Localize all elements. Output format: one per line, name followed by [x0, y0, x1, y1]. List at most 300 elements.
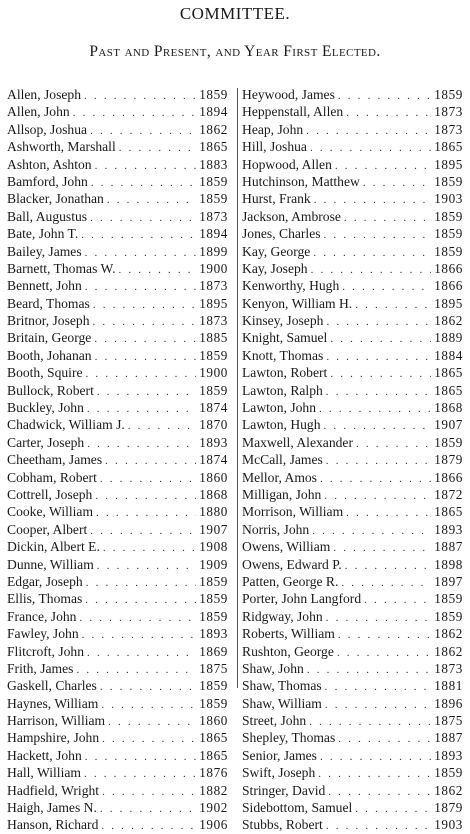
committee-entry	[7, 190, 228, 207]
year-elected: 1859	[434, 226, 463, 242]
member-name: Flitcroft, John	[7, 643, 85, 659]
year-elected: 1895	[199, 295, 228, 311]
member-name: Heywood, James	[242, 87, 335, 102]
committee-entry	[242, 729, 463, 746]
committee-entry	[7, 312, 228, 329]
dot-leader	[82, 627, 197, 642]
dot-leader	[356, 436, 431, 451]
dot-leader	[338, 731, 431, 746]
committee-entry	[242, 434, 463, 451]
committee-entry	[7, 590, 228, 607]
year-elected: 1899	[199, 243, 228, 259]
committee-entry	[242, 295, 463, 312]
committee-entry	[242, 277, 463, 294]
committee-entry	[7, 782, 228, 799]
member-name: Morrison, William	[242, 504, 344, 520]
committee-entry	[7, 173, 228, 190]
member-name: Ashton, Ashton	[7, 156, 92, 172]
year-elected: 1875	[199, 660, 228, 676]
dot-leader	[310, 140, 431, 155]
committee-entry	[7, 712, 228, 729]
committee-entry	[242, 243, 463, 260]
dot-leader	[363, 175, 431, 190]
dot-leader	[346, 105, 431, 120]
dot-leader	[107, 192, 196, 207]
committee-entry	[7, 329, 228, 346]
member-name: Britain, George	[7, 330, 92, 346]
year-elected: 1908	[199, 539, 228, 555]
year-elected: 1906	[199, 817, 228, 833]
dot-leader	[364, 592, 431, 607]
member-name: Buckley, John	[7, 400, 84, 416]
member-name: Bate, John T.	[7, 226, 79, 242]
year-elected: 1874	[199, 452, 228, 468]
year-elected: 1873	[434, 121, 463, 137]
member-name: Lawton, John	[242, 400, 317, 416]
member-name: Cooper, Albert	[7, 521, 88, 537]
dot-leader	[101, 818, 196, 833]
year-elected: 1874	[199, 400, 228, 416]
year-elected: 1883	[199, 156, 228, 172]
dot-leader	[100, 471, 196, 486]
member-name: Lawton, Robert	[242, 365, 328, 381]
member-name: Shaw, Thomas	[242, 678, 322, 694]
year-elected: 1894	[199, 226, 228, 242]
committee-entry	[242, 399, 463, 416]
dot-leader	[318, 766, 431, 781]
committee-entry	[7, 643, 228, 660]
member-name: Norris, John	[242, 521, 310, 537]
year-elected: 1869	[199, 643, 228, 659]
dot-leader	[128, 418, 196, 433]
year-elected: 1889	[434, 330, 463, 346]
committee-entry	[7, 503, 228, 520]
year-elected: 1902	[199, 800, 228, 816]
committee-entry	[7, 121, 228, 138]
page-subtitle: Past and Present, and Year First Elected.	[89, 43, 381, 60]
year-elected: 1893	[434, 521, 463, 537]
dot-leader	[90, 210, 196, 225]
committee-entry	[7, 677, 228, 694]
member-name: Bennett, John	[7, 278, 82, 294]
dot-leader	[326, 349, 431, 364]
committee-entry	[242, 416, 463, 433]
dot-leader	[95, 488, 196, 503]
dot-leader	[79, 610, 196, 625]
dot-leader	[326, 314, 431, 329]
dot-leader	[87, 645, 196, 660]
dot-leader	[90, 523, 196, 538]
member-name: Stubbs, Robert	[242, 817, 323, 833]
member-name: Shaw, John	[242, 660, 304, 676]
year-elected: 1862	[199, 121, 228, 137]
year-elected: 1860	[199, 469, 228, 485]
committee-entry	[7, 816, 228, 833]
committee-entry	[242, 138, 463, 155]
member-name: Barnett, Thomas W.	[7, 260, 116, 276]
member-name: Britnor, Joseph	[7, 313, 90, 329]
committee-entry	[7, 138, 228, 155]
dot-leader	[341, 575, 431, 590]
year-elected: 1887	[434, 539, 463, 555]
dot-leader	[81, 227, 196, 242]
member-name: France, John	[7, 608, 77, 624]
year-elected: 1880	[199, 504, 228, 520]
committee-entry	[242, 816, 463, 833]
member-name: Bailey, James	[7, 243, 82, 259]
dot-leader	[355, 297, 431, 312]
member-name: Porter, John Langford	[242, 591, 362, 607]
committee-entry	[242, 364, 463, 381]
year-elected: 1865	[199, 139, 228, 155]
dot-leader	[103, 540, 196, 555]
member-name: Hall, William	[7, 765, 81, 781]
year-elected: 1870	[199, 417, 228, 433]
year-elected: 1882	[199, 782, 228, 798]
year-elected: 1859	[434, 173, 463, 189]
year-elected: 1872	[434, 486, 463, 502]
year-elected: 1873	[434, 660, 463, 676]
left-column	[7, 86, 235, 833]
year-elected: 1895	[434, 156, 463, 172]
committee-entry	[242, 695, 463, 712]
committee-entry	[7, 660, 228, 677]
member-name: Jones, Charles	[242, 226, 321, 242]
dot-leader	[307, 662, 431, 677]
year-elected: 1859	[199, 87, 228, 102]
dot-leader	[306, 123, 431, 138]
dot-leader	[95, 158, 197, 173]
member-name: Kinsey, Joseph	[242, 313, 324, 329]
dot-leader	[326, 453, 431, 468]
year-elected: 1859	[434, 608, 463, 624]
member-name: Allen, John	[7, 104, 70, 120]
member-name: Milligan, John	[242, 486, 322, 502]
year-elected: 1893	[199, 434, 228, 450]
member-name: Hutchinson, Matthew	[242, 173, 360, 189]
dot-leader	[312, 523, 431, 538]
member-name: Street, John	[242, 713, 307, 729]
dot-leader	[355, 801, 431, 816]
member-name: Hadfield, Wright	[7, 782, 100, 798]
dot-leader	[102, 731, 196, 746]
member-name: Roberts, William	[242, 626, 335, 642]
dot-leader	[324, 227, 432, 242]
dot-leader	[328, 784, 431, 799]
year-elected: 1879	[434, 800, 463, 816]
committee-entry	[242, 208, 463, 225]
committee-entry	[242, 86, 463, 103]
committee-entry	[7, 747, 228, 764]
member-name: Maxwell, Alexander	[242, 434, 353, 450]
committee-entry	[7, 451, 228, 468]
dot-leader	[320, 471, 431, 486]
dot-leader	[338, 627, 431, 642]
member-name: Edgar, Joseph	[7, 573, 83, 589]
member-name: Booth, Squire	[7, 365, 83, 381]
dot-leader	[100, 679, 196, 694]
committee-entry	[242, 590, 463, 607]
year-elected: 1859	[199, 608, 228, 624]
committee-entry	[242, 521, 463, 538]
committee-entry	[7, 469, 228, 486]
committee-entry	[242, 556, 463, 573]
year-elected: 1897	[434, 573, 463, 589]
dot-leader	[344, 210, 431, 225]
dot-leader	[90, 123, 196, 138]
committee-entry	[7, 364, 228, 381]
committee-entry	[242, 573, 463, 590]
committee-entry	[7, 695, 228, 712]
committee-list	[7, 86, 463, 833]
dot-leader	[97, 384, 196, 399]
year-elected: 1859	[199, 573, 228, 589]
committee-entry	[242, 469, 463, 486]
member-name: Patten, George R.	[242, 573, 339, 589]
year-elected: 1859	[199, 678, 228, 694]
committee-entry	[7, 434, 228, 451]
member-name: Stringer, David	[242, 782, 326, 798]
year-elected: 1865	[434, 365, 463, 381]
member-name: Hampshire, John	[7, 730, 100, 746]
member-name: Heppenstall, Allen	[242, 104, 344, 120]
dot-leader	[85, 245, 197, 260]
member-name: Gaskell, Charles	[7, 678, 97, 694]
dot-leader	[345, 558, 432, 573]
committee-entry	[7, 295, 228, 312]
committee-entry	[242, 190, 463, 207]
year-elected: 1859	[434, 243, 463, 259]
committee-entry	[7, 729, 228, 746]
dot-leader	[330, 366, 431, 381]
dot-leader	[324, 418, 432, 433]
member-name: Shepley, Thomas	[242, 730, 336, 746]
dot-leader	[108, 714, 196, 729]
member-name: Bullock, Robert	[7, 382, 94, 398]
committee-entry	[242, 538, 463, 555]
year-elected: 1862	[434, 626, 463, 642]
committee-entry	[7, 260, 228, 277]
committee-entry	[242, 225, 463, 242]
member-name: Kay, Joseph	[242, 260, 308, 276]
member-name: Ball, Augustus	[7, 208, 88, 224]
committee-entry	[7, 382, 228, 399]
committee-entry	[7, 225, 228, 242]
committee-entry	[242, 747, 463, 764]
committee-entry	[7, 486, 228, 503]
dot-leader	[105, 453, 196, 468]
year-elected: 1873	[434, 104, 463, 120]
dot-leader	[85, 279, 196, 294]
member-name: Hackett, John	[7, 747, 82, 763]
year-elected: 1859	[199, 695, 228, 711]
member-name: Owens, William	[242, 539, 331, 555]
member-name: Lawton, Hugh	[242, 417, 321, 433]
member-name: Ellis, Thomas	[7, 591, 83, 607]
year-elected: 1873	[199, 278, 228, 294]
committee-entry	[242, 121, 463, 138]
committee-entry	[242, 312, 463, 329]
committee-entry	[242, 347, 463, 364]
member-name: Swift, Joseph	[242, 765, 316, 781]
committee-entry	[7, 556, 228, 573]
year-elected: 1900	[199, 365, 228, 381]
dot-leader	[87, 436, 196, 451]
committee-entry	[7, 538, 228, 555]
year-elected: 1859	[199, 173, 228, 189]
committee-entry	[242, 625, 463, 642]
year-elected: 1907	[434, 417, 463, 433]
year-elected: 1875	[434, 713, 463, 729]
year-elected: 1909	[199, 556, 228, 572]
member-name: Cottrell, Joseph	[7, 486, 93, 502]
page-title: COMMITTEE.	[179, 4, 291, 23]
year-elected: 1894	[199, 104, 228, 120]
dot-leader	[338, 88, 431, 103]
committee-entry	[7, 243, 228, 260]
dot-leader	[325, 697, 431, 712]
dot-leader	[325, 679, 432, 694]
year-elected: 1881	[434, 678, 463, 694]
member-name: Heap, John	[242, 121, 304, 137]
member-name: Sidebottom, Samuel	[242, 800, 353, 816]
committee-entry	[242, 103, 463, 120]
member-name: Haynes, William	[7, 695, 99, 711]
year-elected: 1859	[199, 347, 228, 363]
year-elected: 1873	[199, 313, 228, 329]
dot-leader	[335, 158, 431, 173]
dot-leader	[93, 297, 196, 312]
member-name: Shaw, William	[242, 695, 322, 711]
dot-leader	[86, 575, 197, 590]
year-elected: 1884	[434, 347, 463, 363]
year-elected: 1893	[199, 626, 228, 642]
dot-leader	[100, 801, 196, 816]
member-name: Knott, Thomas	[242, 347, 324, 363]
dot-leader	[73, 105, 197, 120]
year-elected: 1898	[434, 556, 463, 572]
year-elected: 1873	[199, 208, 228, 224]
dot-leader	[326, 610, 432, 625]
member-name: Dickin, Albert E.	[7, 539, 100, 555]
member-name: Jackson, Ambrose	[242, 208, 341, 224]
year-elected: 1868	[199, 486, 228, 502]
member-name: Booth, Johanan	[7, 347, 92, 363]
member-name: Cooke, William	[7, 504, 94, 520]
committee-entry	[7, 277, 228, 294]
member-name: Kay, George	[242, 243, 311, 259]
member-name: Fawley, John	[7, 626, 79, 642]
year-elected: 1859	[434, 87, 463, 102]
committee-entry	[242, 764, 463, 781]
year-elected: 1859	[199, 591, 228, 607]
committee-entry	[242, 329, 463, 346]
year-elected: 1859	[434, 208, 463, 224]
dot-leader	[85, 749, 196, 764]
member-name: Hurst, Frank	[242, 191, 311, 207]
committee-entry	[242, 608, 463, 625]
member-name: Beard, Thomas	[7, 295, 90, 311]
year-elected: 1900	[199, 260, 228, 276]
member-name: Kenworthy, Hugh	[242, 278, 340, 294]
dot-leader	[86, 366, 197, 381]
year-elected: 1866	[434, 278, 463, 294]
year-elected: 1859	[434, 591, 463, 607]
year-elected: 1862	[434, 313, 463, 329]
member-name: Knight, Samuel	[242, 330, 328, 346]
dot-leader	[333, 540, 431, 555]
committee-entry	[7, 608, 228, 625]
year-elected: 1876	[199, 765, 228, 781]
committee-entry	[242, 799, 463, 816]
member-name: Frith, James	[7, 660, 74, 676]
committee-entry	[7, 103, 228, 120]
dot-leader	[96, 505, 196, 520]
dot-leader	[324, 488, 431, 503]
committee-entry	[7, 573, 228, 590]
dot-leader	[93, 314, 197, 329]
year-elected: 1862	[434, 643, 463, 659]
year-elected: 1860	[199, 713, 228, 729]
member-name: Mellor, Amos	[242, 469, 317, 485]
dot-leader	[84, 88, 196, 103]
year-elected: 1895	[434, 295, 463, 311]
year-elected: 1866	[434, 260, 463, 276]
member-name: Blacker, Jonathan	[7, 191, 104, 207]
committee-entry	[7, 399, 228, 416]
member-name: Kenyon, William H.	[242, 295, 353, 311]
dot-leader	[85, 592, 196, 607]
dot-leader	[84, 766, 196, 781]
member-name: McCall, James	[242, 452, 323, 468]
dot-leader	[309, 714, 431, 729]
dot-leader	[119, 262, 197, 277]
member-name: Harrison, William	[7, 713, 106, 729]
committee-entry	[7, 156, 228, 173]
year-elected: 1907	[199, 521, 228, 537]
year-elected: 1865	[434, 139, 463, 155]
year-elected: 1893	[434, 747, 463, 763]
member-name: Haigh, James N.	[7, 800, 97, 816]
committee-entry	[242, 173, 463, 190]
year-elected: 1859	[434, 434, 463, 450]
dot-leader	[319, 401, 431, 416]
member-name: Chadwick, William J.	[7, 417, 125, 433]
year-elected: 1885	[199, 330, 228, 346]
committee-entry	[242, 660, 463, 677]
dot-leader	[76, 662, 196, 677]
committee-entry	[7, 799, 228, 816]
committee-entry	[242, 260, 463, 277]
member-name: Senior, James	[242, 747, 317, 763]
right-column	[235, 86, 463, 833]
member-name: Dunne, William	[7, 556, 94, 572]
year-elected: 1903	[434, 191, 463, 207]
year-elected: 1862	[434, 782, 463, 798]
dot-leader	[97, 558, 196, 573]
dot-leader	[313, 245, 431, 260]
dot-leader	[119, 140, 196, 155]
member-name: Owens, Edward P.	[242, 556, 342, 572]
committee-entry	[242, 503, 463, 520]
dot-leader	[87, 401, 196, 416]
dot-leader	[95, 349, 197, 364]
committee-entry	[7, 208, 228, 225]
committee-entry	[242, 451, 463, 468]
year-elected: 1887	[434, 730, 463, 746]
committee-entry	[242, 382, 463, 399]
dot-leader	[330, 331, 431, 346]
